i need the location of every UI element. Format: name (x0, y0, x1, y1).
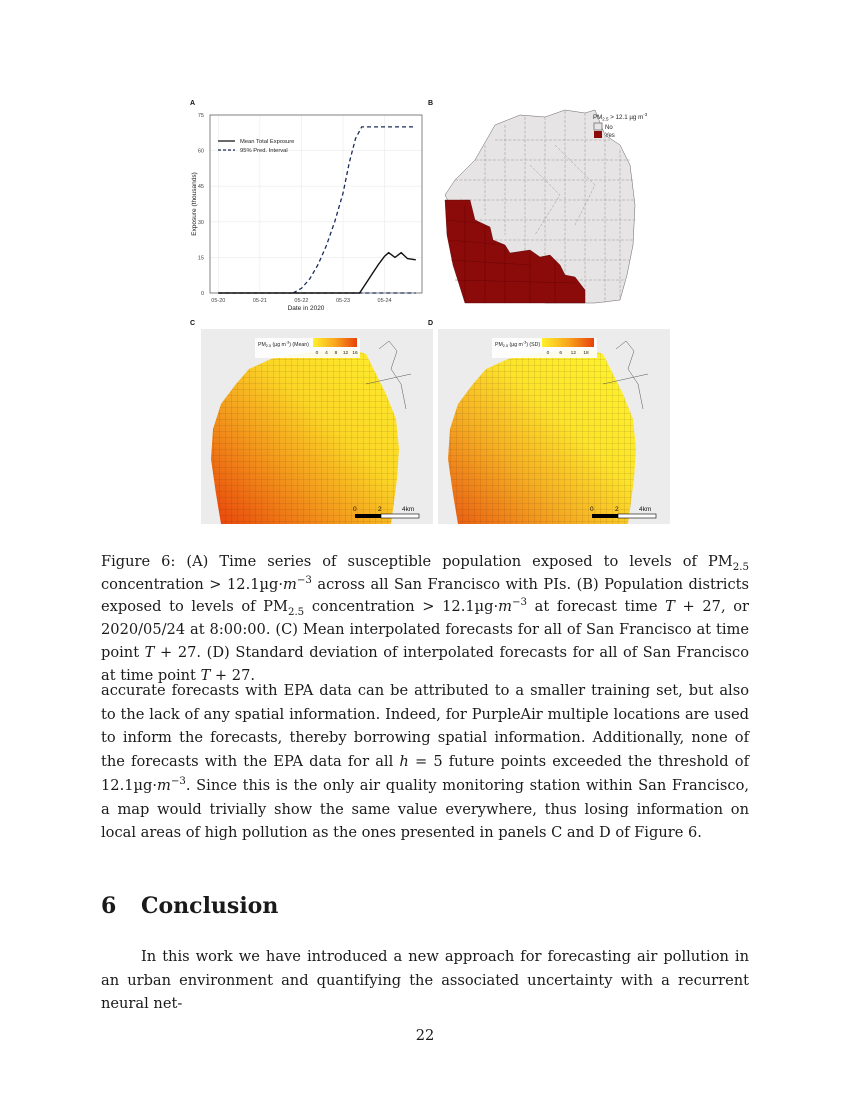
mean-colorbar-tick: 8 (334, 351, 338, 356)
y-tick-label: 45 (197, 184, 204, 191)
y-tick-label: 15 (197, 255, 204, 262)
scale-label-4km: 4km (402, 506, 415, 513)
panel-label-a: A (190, 100, 196, 107)
y-tick-label: 0 (200, 291, 204, 297)
legend-swatch-yes (594, 131, 602, 138)
legend-label-no: No (605, 125, 613, 131)
exposure-district-map (435, 105, 670, 310)
mean-colorbar-tick: 0 (315, 351, 319, 356)
section-heading (101, 893, 278, 919)
panel-label-b: B (428, 100, 434, 107)
section-number: 6 (101, 893, 117, 919)
mean-colorbar-tick: 16 (352, 351, 358, 356)
scale-label-0: 0 (590, 506, 594, 513)
conclusion-paragraph: In this work we have introduced a new approach for forecasting air pollution in an urban environment and quantifying the associated uncertainty with a recurrent neural net- (101, 948, 749, 1013)
panel-label-c: C (190, 320, 196, 327)
panel-label-d: D (428, 320, 434, 327)
scale-label-2: 2 (615, 506, 619, 513)
x-tick-label: 05-22 (294, 298, 309, 304)
scale-label-0: 0 (353, 506, 357, 513)
figure-caption: Figure 6: (A) Time series of susceptible population exposed to levels of $PM_{2.5}$ concentration > $12.1\mu g\cdot m^{-3}$ across all San Francisco with PIs. (B) Population districts exposed to levels of $PM_{2.5}$ concentration > $12.1\mu g\cdot m^{-3}$ at forecast time T + 27, or 2020/05/24 at 8:00:00. (C) Mean interpolated forecasts for all of San Francisco at time point T + 27. (D) Standard deviation of interpolated forecasts for all of San Francisco at time point T + 27. (101, 553, 749, 684)
y-tick-label: 60 (197, 148, 204, 155)
page-number: 22 (415, 1027, 435, 1044)
sd-colorbar-tick: 0 (546, 351, 550, 356)
mean-forecast-heatmap (201, 329, 433, 524)
sd-colorbar-tick: 12 (570, 351, 577, 356)
x-tick-label: 05-20 (211, 298, 226, 304)
legend-label-yes: Yes (605, 133, 615, 139)
mean-colorbar-tick: 4 (325, 351, 328, 356)
sd-colorbar-tick: 18 (583, 351, 589, 356)
x-tick-label: 05-24 (377, 298, 392, 304)
x-tick-label: 05-21 (252, 298, 267, 304)
legend-swatch-no (594, 123, 602, 130)
body-paragraph: accurate forecasts with EPA data can be attributed to a smaller training set, but also to the lack of any spatial information. Indeed, for PurpleAir multiple locations are used to inform the forecasts, thereby borrowing spatial information. Additionally, none of the forecasts with the EPA data for all h = 5 future points exceeded the threshold of $12.1\mu g\cdot m^{-3}$. Since this is the only air quality monitoring station within San Francisco, a map would trivially show the same value everywhere, thus losing information on local areas of high pollution as the ones presented in panels C and D of Figure 6. (101, 682, 749, 842)
sd-colorbar (542, 338, 594, 347)
legend-label-mean: Mean Total Exposure (240, 139, 295, 145)
y-axis-label: Exposure (thousands) (191, 172, 198, 236)
mean-colorbar (313, 338, 357, 347)
sd-forecast-heatmap (438, 329, 670, 524)
exposure-time-series-chart (185, 105, 430, 320)
y-tick-label: 30 (197, 219, 204, 226)
sd-colorbar-tick: 6 (559, 351, 563, 356)
section-title: Conclusion (141, 893, 279, 919)
mean-colorbar-tick: 12 (342, 351, 349, 356)
legend-title-mean: $PM_{2.5}$ (µg $m^{-3}$) (Mean) (258, 340, 309, 349)
legend-title-pm-threshold: $PM_{2.5} > 12.1$ µg $m^{-3}$ (593, 112, 648, 122)
scale-label-2: 2 (378, 506, 382, 513)
caption-label: Figure 6: (101, 553, 176, 570)
x-axis-label: Date in 2020 (287, 305, 325, 312)
y-tick-label: 75 (197, 113, 204, 119)
legend-label-pi: 95% Pred. Interval (240, 148, 288, 154)
x-tick-label: 05-23 (335, 298, 351, 304)
scale-label-4km: 4km (639, 506, 652, 513)
legend-title-sd: $PM_{2.5}$ (µg $m^{-3}$) (SD) (495, 340, 541, 349)
